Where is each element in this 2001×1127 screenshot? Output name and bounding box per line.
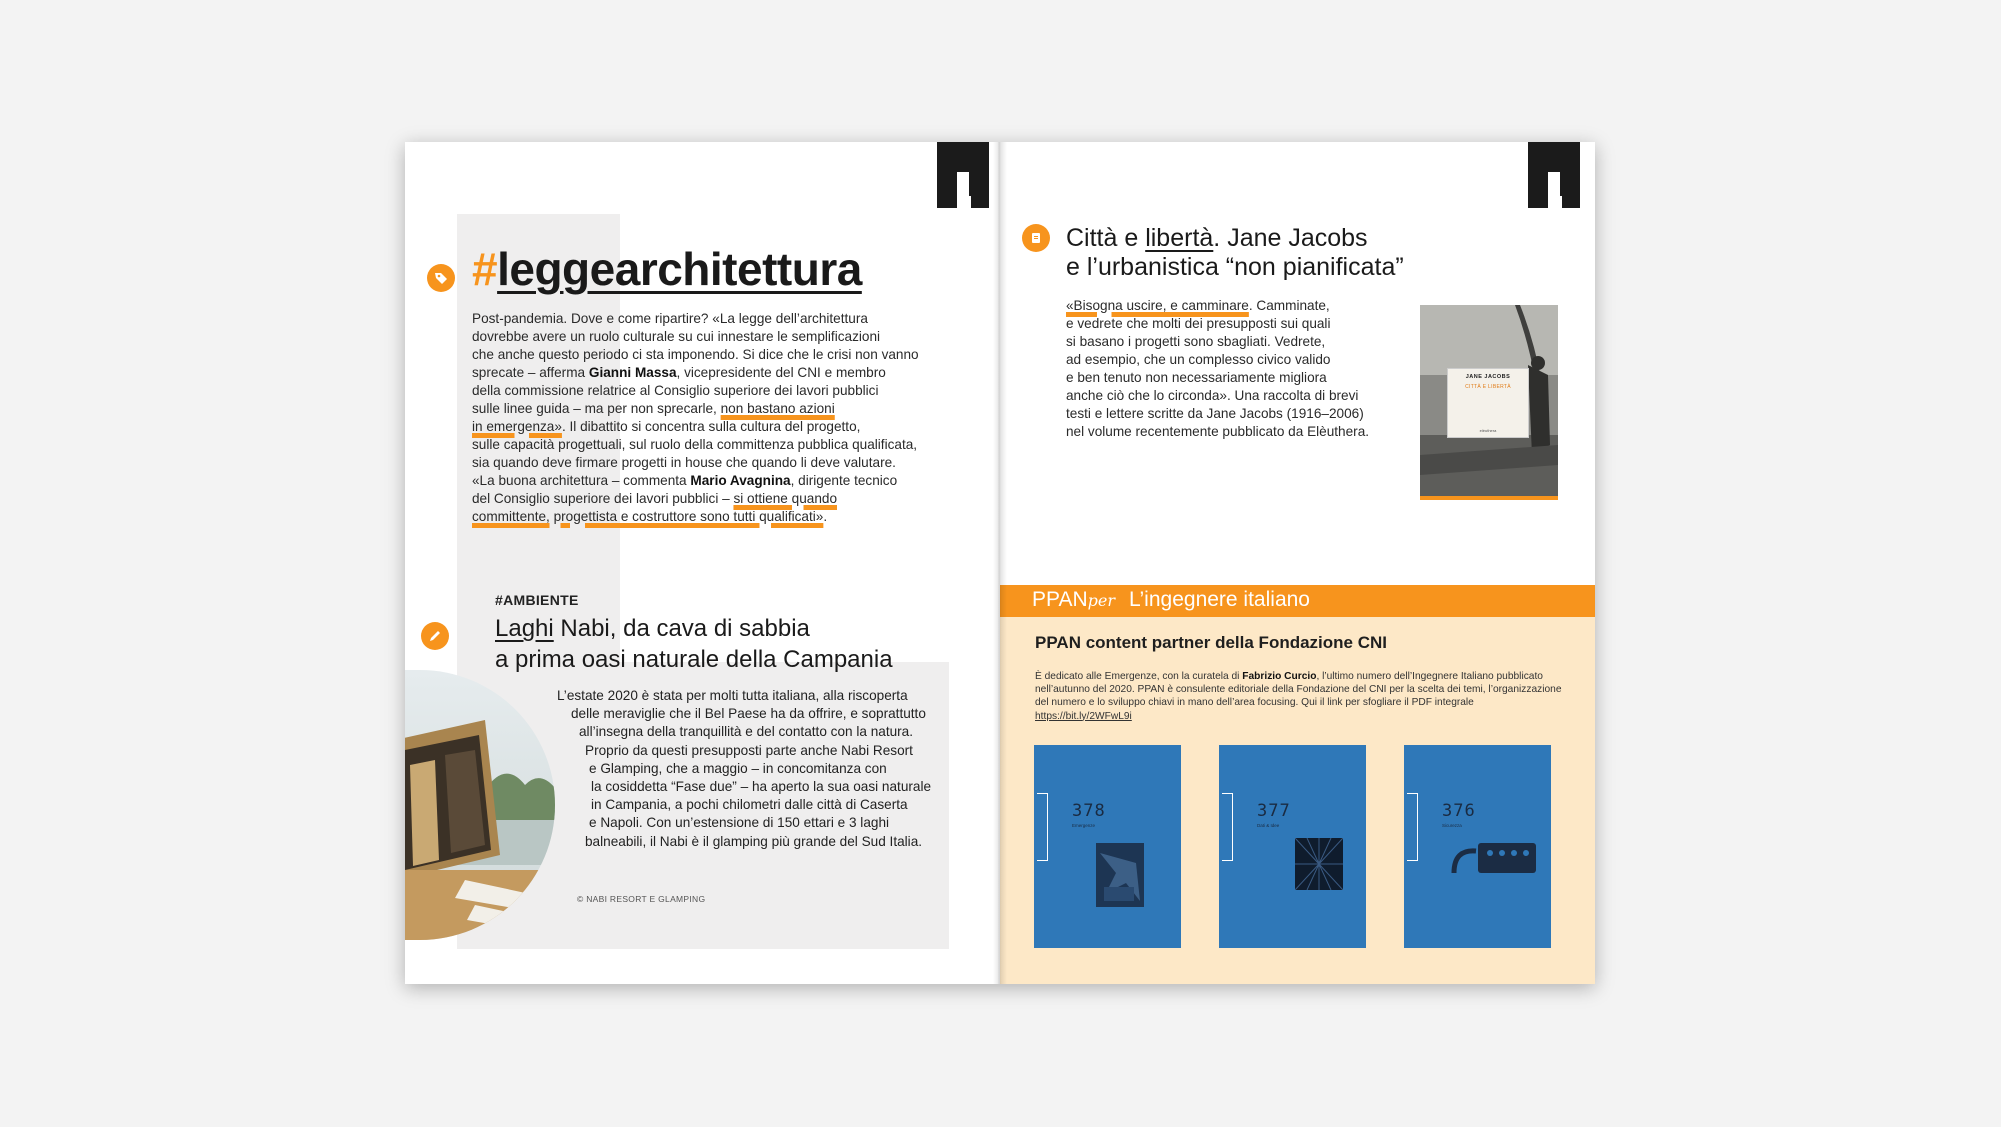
article-title: Laghi Nabi, da cava di sabbia a prima oasi naturale della Campania <box>495 615 893 673</box>
left-page <box>405 142 998 984</box>
tag-icon <box>427 264 455 292</box>
ppan-heading: PPAN content partner della Fondazione CNI <box>1035 633 1387 652</box>
ppan-description: È dedicato alle Emergenze, con la curatela di Fabrizio Curcio, l’ultimo numero dell’Ingegnere Italiano pubblicato nell’autunno del 2020. PPAN è consulente editoriale della Fondazione del CNI per la scelta dei temi, l’organizzazione del numero e lo sviluppo chiavi in mano dell’area focusing. Qui il link per sfogliare il PDF integrale https://bit.ly/2WFwL9i <box>1035 671 1562 722</box>
ppan-pdf-link[interactable]: https://bit.ly/2WFwL9i <box>1035 710 1132 722</box>
highlight: non bastano azioni <box>720 401 835 416</box>
highlight: committente, progettista e costruttore sono tutti qualificati» <box>472 509 824 524</box>
book-article-body: «Bisogna uscire, e camminare. Camminate, e vedrete che molti dei presupposti sui quali si basano i progetti sono sbagliati. Vedrete, ad esempio, che un complesso civico valido e ben tenuto non necessariamente migliora anche ciò che lo circonda». Una raccolta di brevi testi e lettere scritte da Jane Jacobs (1916–2006) nel volume recentemente pubblicato da Elèuthera. <box>1066 298 1370 439</box>
magazine-spread <box>405 142 1595 984</box>
book-label: JANE JACOBS CITTÀ E LIBERTÀ elèuthera <box>1447 368 1529 438</box>
lake-article-body: L’estate 2020 è stata per molti tutta italiana, alla riscoperta delle meraviglie che il Bel Paese ha da offrire, e soprattutto all’insegna della tranquillità e del contatto con la natura. Proprio da questi presupposti parte anche Nabi Resort e Glamping, che a maggio – in concomitanza con la cosiddetta “Fase due” – ha aperto la sua oasi naturale in Campania, a pochi chilometri dalle città di Caserta e Napoli. Con un’estensione di 150 ettari e 3 laghi balneabili, il Nabi è il glamping più grande del Sud Italia. <box>557 688 932 849</box>
magazine-cover-378[interactable]: 378 Emergenze <box>1034 745 1181 948</box>
book-article-title: Città e libertà. Jane Jacobs e l’urbanistica “non pianificata” <box>1066 224 1404 281</box>
publisher-logo <box>1528 142 1580 208</box>
hashtag-title: #leggearchitettura <box>472 243 862 295</box>
pencil-icon <box>421 622 449 650</box>
magazine-cover-376[interactable]: 376 Sicurezza <box>1404 745 1551 948</box>
photo-credit: © NABI RESORT E GLAMPING <box>577 894 706 904</box>
book-icon <box>1022 224 1050 252</box>
publisher-logo <box>937 142 989 208</box>
section-tag: #AMBIENTE <box>495 592 579 608</box>
right-page <box>1000 142 1595 984</box>
magazine-cover-377[interactable]: 377 Dati & Idee <box>1219 745 1366 948</box>
highlight: «Bisogna uscire, e camminare <box>1066 298 1249 313</box>
highlight: in emergenza» <box>472 419 562 434</box>
ppan-banner: PPANper L’ingegnere italiano <box>1000 585 1595 617</box>
intro-paragraph: Post-pandemia. Dove e come ripartire? «La legge dell’architettura dovrebbe avere un ruolo culturale su cui innestare le semplificazioni che anche questo periodo ci sta imponendo. Si dice che le crisi non vanno sprecate – afferma Gianni Massa, vicepresidente del CNI e membro della commissione relatrice al Consiglio superiore dei lavori pubblici sulle linee guida – ma per non sprecarle, non bastano azioni in emergenza». Il dibattito si concentra sulla cultura del progetto, sulle capacità progettuali, sul ruolo della committenza pubblica qualificata, sia quando deve firmare progetti in house che quando li deve valutare. «La buona architettura – commenta Mario Avagnina, dirigente tecnico del Consiglio superiore dei lavori pubblici – si ottiene quando committente, progettista e costruttore sono tutti qualificati». <box>472 311 919 524</box>
highlight: si ottiene quando <box>733 491 837 506</box>
book-cover <box>1420 305 1558 500</box>
